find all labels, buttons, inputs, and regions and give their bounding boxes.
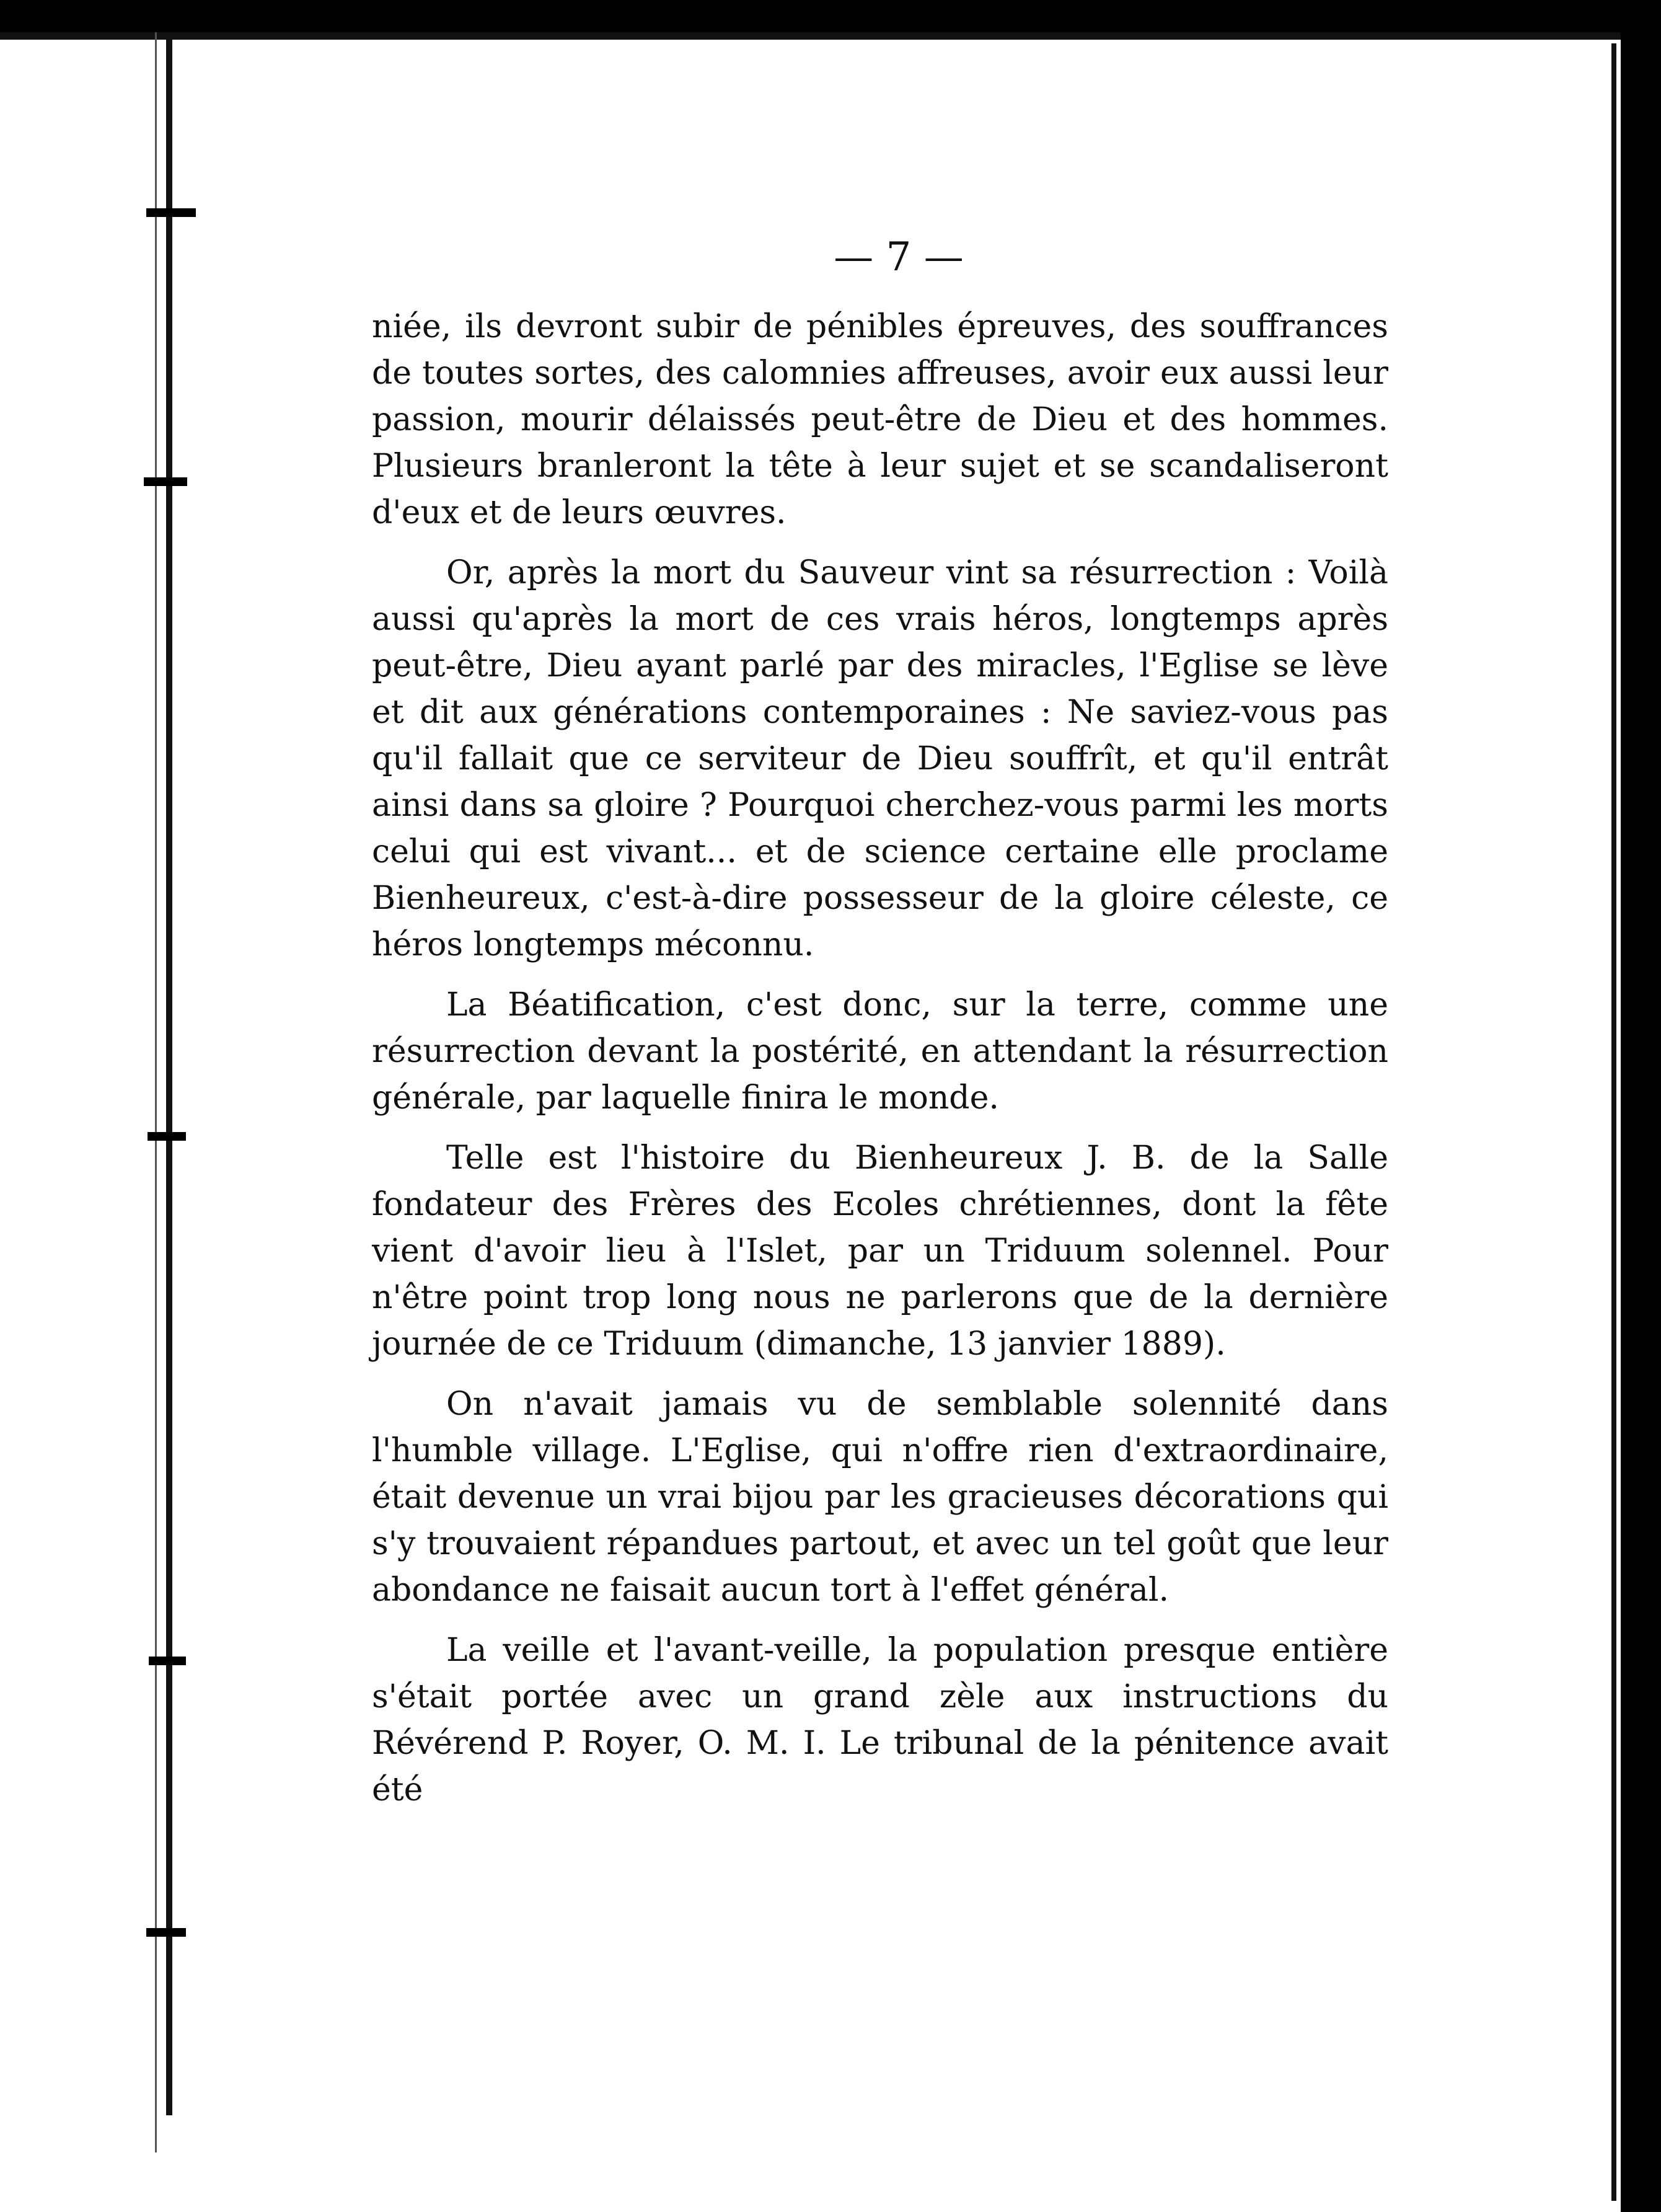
binding-thread bbox=[155, 32, 157, 2152]
binding-stitch bbox=[149, 1657, 186, 1665]
binding-spine bbox=[166, 32, 172, 2115]
top-edge-shadow bbox=[0, 32, 1621, 40]
paragraph-1: niée, ils devront subir de pénibles épreuves, des souffrances de toutes sortes, des calomnies affreuses, avoir eux aussi leur passion, mourir délaissés peut-être de Dieu et des hommes. Plusieurs branleront la tête à leur sujet et se scandaliseront d'eux et de leurs œuvres. bbox=[372, 308, 1388, 531]
binding-stitch bbox=[146, 208, 196, 217]
paragraph-3: La Béatification, c'est donc, sur la terre, comme une résurrection devant la postérité, en attendant la résurrection générale, par laquelle finira le monde. bbox=[372, 986, 1388, 1117]
paragraph-6: La veille et l'avant-veille, la population presque entière s'était portée avec un grand zèle aux instructions du Révérend P. Royer, O. M. I. Le tribunal de la pénitence avait été bbox=[372, 1632, 1388, 1808]
page-number: — 7 — bbox=[834, 234, 964, 280]
binding-stitch bbox=[148, 1132, 186, 1141]
binding-stitch bbox=[144, 477, 187, 486]
paragraph-4: Telle est l'histoire du Bienheureux J. B. de la Salle fondateur des Frères des Ecoles chrétiennes, dont la fête vient d'avoir lieu à l'Islet, par un Triduum solennel. Pour n'être point trop long nous ne parlerons que de la dernière journée de ce Triduum (dimanche, 13 janvier 1889). bbox=[372, 1139, 1388, 1363]
right-edge-shadow bbox=[1621, 32, 1661, 2212]
paragraph-5: On n'avait jamais vu de semblable solennité dans l'humble village. L'Eglise, qui n'offre rien d'extraordinaire, était devenue un vrai bijou par les gracieuses décorations qui s'y trouvaient répandues partout, et avec un tel goût que leur abondance ne faisait aucun tort à l'effet général. bbox=[372, 1386, 1388, 1609]
paragraph-2: Or, après la mort du Sauveur vint sa résurrection : Voilà aussi qu'après la mort de ces vrais héros, longtemps après peut-être, Dieu ayant parlé par des miracles, l'Eglise se lève et dit aux générations contemporaines : Ne saviez-vous pas qu'il fallait que ce serviteur de Dieu souffrît, et qu'il entrât ainsi dans sa gloire ? Pourquoi cherchez-vous parmi les morts celui qui est vivant... et de science certaine elle proclame Bienheureux, c'est-à-dire possesseur de la gloire céleste, ce héros longtemps méconnu. bbox=[372, 554, 1388, 963]
binding-stitch bbox=[146, 1928, 186, 1937]
right-edge-line bbox=[1611, 43, 1616, 2201]
text-block bbox=[372, 229, 1388, 1813]
